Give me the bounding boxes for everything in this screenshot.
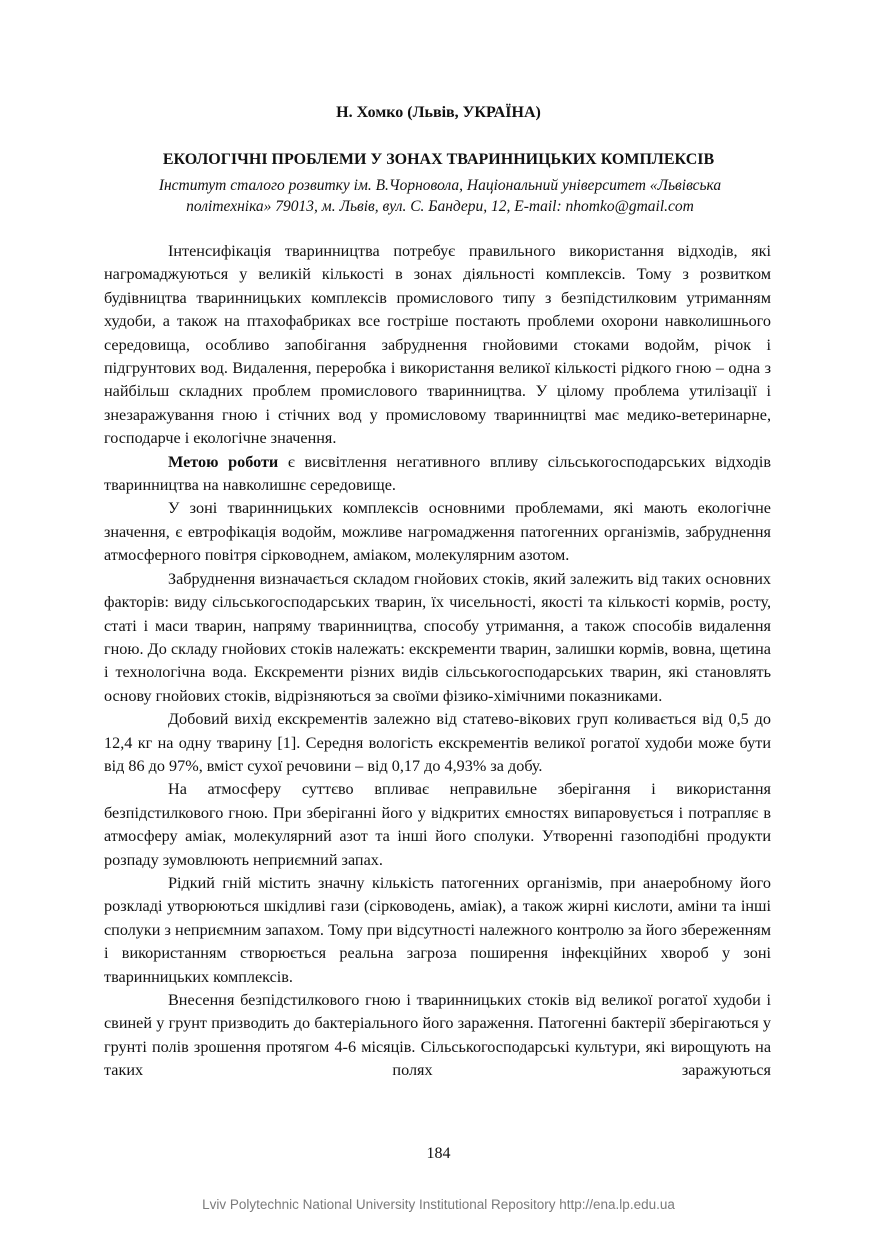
repository-footer: Lviv Polytechnic National University Institutional Repository http://ena.lp.edu.ua xyxy=(202,1197,675,1212)
author-line: Н. Хомко (Львів, УКРАЇНА) xyxy=(336,104,541,121)
paragraph-daily-output: Добовий вихід екскрементів залежно від статево-вікових груп коливається від 0,5 до 12,4 кг на одну тварину [1]. Середня вологість екскрементів великої рогатої худоби може бути від 86 до 97%, вміст сухої речовини – від 0,17 до 4,93% за добу. xyxy=(104,710,771,775)
paragraph-atmosphere: На атмосферу суттєво впливає неправильне зберігання і використання безпідстилкового гною. При зберіганні його у відкритих ємностях випаровується і потрапляє в атмосферу аміак, молекулярний азот та інші його сполуки. Утворенні газоподібні продукти розпаду зумовлюють неприємний запах. xyxy=(104,780,771,869)
paragraph-liquid-manure: Рідкий гній містить значну кількість патогенних організмів, при анаеробному його розкладі утворюються шкідливі гази (сірководень, аміак), а також жирні кислоти, аміни та інші сполуки з неприємним запахом. Тому при відсутності належного контролю за його збереженням і використанням створюється реальна загроза поширення інфекційних хвороб у зоні тваринницьких комплексів. xyxy=(104,873,771,986)
paragraph-intro: Інтенсифікація тваринництва потребує правильного використання відходів, які нагромаджуються у великій кількості в зонах діяльності комплексів. Тому з розвитком будівництва тваринницьких комплексів промислового типу з безпідстилковим утриманням худоби, а також на птахофабриках все гостріше постають проблеми охорони навколишнього середовища, особливо запобігання забруднення гнойовими стоками водойм, річок і підгрунтових вод. Видалення, переробка і використання великої кількості рідкого гною – одна з найбільш складних проблем промислового тваринництва. У цілому проблема утилізації і знезаражування гною і стічних вод у промисловому тваринництві має медико-ветеринарне, господарче і екологічне значення. xyxy=(104,242,771,448)
body-text xyxy=(104,240,771,1083)
aim-label: Метою роботи xyxy=(168,452,279,471)
paragraph-pollution: Забруднення визначається складом гнойових стоків, який залежить від таких основних факторів: виду сільськогосподарських тварин, їх чисельності, якості та кількості кормів, росту, статі і маси тварин, напряму тваринництва, способу утримання, а також способів видалення гною. До складу гнойових стоків належать: екскременти тварин, залишки кормів, вовна, щетина і технологічна вода. Екскременти різних видів сільськогосподарських тварин, які становлять основу гнойових стоків, відрізняються за своїми фізико-хімічними показниками. xyxy=(104,569,771,705)
paragraph-soil: Внесення безпідстилкового гною і тваринницьких стоків від великої рогатої худоби і свиней у грунт призводить до бактеріального його зараження. Патогенні бактерії зберігаються у грунті полів зрошення протягом 4-6 місяців. Сільськогосподарські культури, які вирощують на таких полях заражуються xyxy=(104,991,771,1080)
affiliation: Інститут сталого розвитку ім. В.Чорновола, Національний університет «Львівська політехніка» 79013, м. Львів, вул. С. Бандери, 12, E-mail: nhomko@gmail.com xyxy=(158,177,722,215)
paper-title: ЕКОЛОГІЧНІ ПРОБЛЕМИ У ЗОНАХ ТВАРИННИЦЬКИХ КОМПЛЕКСІВ xyxy=(162,151,715,168)
paragraph-problems: У зоні тваринницьких комплексів основними проблемами, які мають екологічне значення, є евтрофікація водойм, можливе нагромадження патогенних організмів, забруднення атмосферного повітря сірководнем, аміаком, молекулярним азотом. xyxy=(104,499,771,565)
paragraph-aim xyxy=(104,451,771,498)
aim-text: є висвітлення негативного впливу сільськогосподарських відходів тваринництва на навколишнє середовище. xyxy=(104,452,771,495)
page-number: 184 xyxy=(426,1145,451,1162)
